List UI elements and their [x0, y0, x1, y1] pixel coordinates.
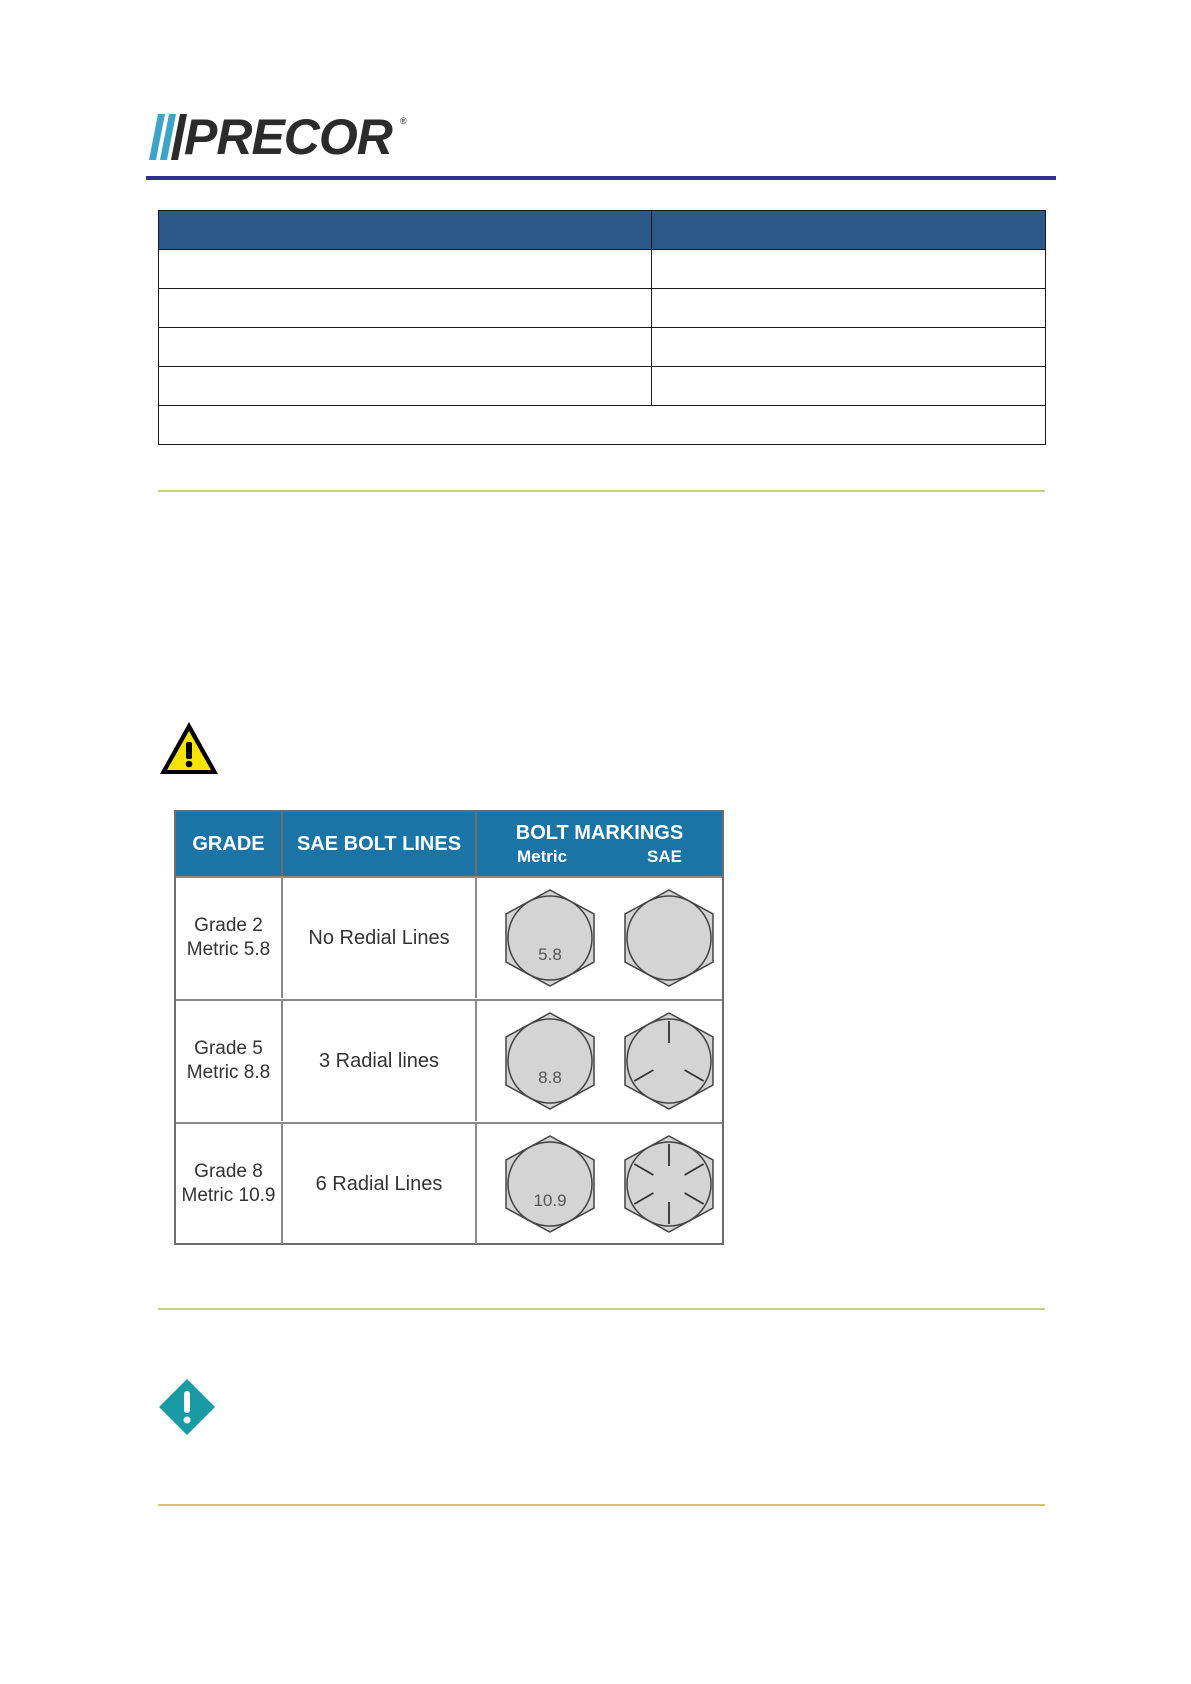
sae-lines-cell: 6 Radial Lines: [283, 1124, 477, 1244]
sae-bolt-head-icon: [621, 888, 717, 988]
logo-stripes-icon: [148, 114, 188, 160]
section-divider: [158, 1504, 1045, 1506]
metric-bolt-head-icon: [502, 888, 598, 988]
table-cell-merged: [159, 406, 1046, 445]
chart-header-metric: Metric: [516, 846, 568, 866]
table-row: [159, 289, 1046, 328]
table-cell: [159, 328, 652, 367]
logo-wordmark: PRECOR: [184, 109, 392, 165]
table-cell: [652, 250, 1046, 289]
bolt-grade-chart: [174, 810, 724, 1245]
table-row: [159, 328, 1046, 367]
registered-mark: ®: [400, 116, 407, 126]
precor-logo: [148, 109, 418, 165]
metric-grade-label: Metric 10.9: [181, 1185, 276, 1206]
grade-label: Grade 2: [194, 915, 263, 936]
sae-lines-cell: 3 Radial lines: [283, 1001, 477, 1121]
sae-bolt-head-icon: [621, 1134, 717, 1234]
note-diamond-icon: [158, 1378, 216, 1436]
markings-cell: [477, 1001, 722, 1121]
chart-header-sae: SAE: [647, 846, 682, 866]
table-cell: [159, 289, 652, 328]
table-row: [159, 367, 1046, 406]
grade-cell: [176, 878, 283, 998]
metric-marking-label: 8.8: [538, 1068, 562, 1087]
sae-lines-cell: No Redial Lines: [283, 878, 477, 998]
table-cell: [652, 289, 1046, 328]
table-cell: [159, 250, 652, 289]
markings-cell: [477, 878, 722, 998]
sae-bolt-head-icon: [621, 1011, 717, 1111]
section-divider: [158, 490, 1045, 492]
table-header-row: [159, 211, 1046, 250]
chart-header-markings-label: BOLT MARKINGS: [515, 821, 684, 844]
grade-cell: [176, 1124, 283, 1244]
header-rule: [146, 176, 1056, 180]
metric-grade-label: Metric 5.8: [186, 939, 271, 960]
metric-marking-label: 10.9: [533, 1191, 567, 1210]
chart-header-grade: GRADE: [176, 812, 283, 876]
metric-grade-label: Metric 8.8: [186, 1062, 271, 1083]
table-header-cell: [159, 211, 652, 250]
chart-header-sae-lines: SAE BOLT LINES: [283, 812, 477, 876]
metric-bolt-head-icon: [502, 1011, 598, 1111]
metric-bolt-head-icon: [502, 1134, 598, 1234]
grade-cell: [176, 1001, 283, 1121]
table-cell: [652, 328, 1046, 367]
table-cell: [159, 367, 652, 406]
table-row: [159, 250, 1046, 289]
section-divider: [158, 1308, 1045, 1310]
warning-triangle-icon: [158, 720, 220, 776]
chart-row: [176, 1122, 722, 1244]
spec-table: [158, 210, 1046, 445]
chart-row: [176, 999, 722, 1121]
grade-label: Grade 8: [194, 1161, 263, 1182]
table-cell: [652, 367, 1046, 406]
metric-marking-label: 5.8: [538, 945, 562, 964]
table-header-cell: [652, 211, 1046, 250]
chart-row: [176, 876, 722, 998]
table-row: [159, 406, 1046, 445]
chart-header-markings: [477, 812, 722, 876]
markings-cell: [477, 1124, 722, 1244]
grade-label: Grade 5: [194, 1038, 263, 1059]
